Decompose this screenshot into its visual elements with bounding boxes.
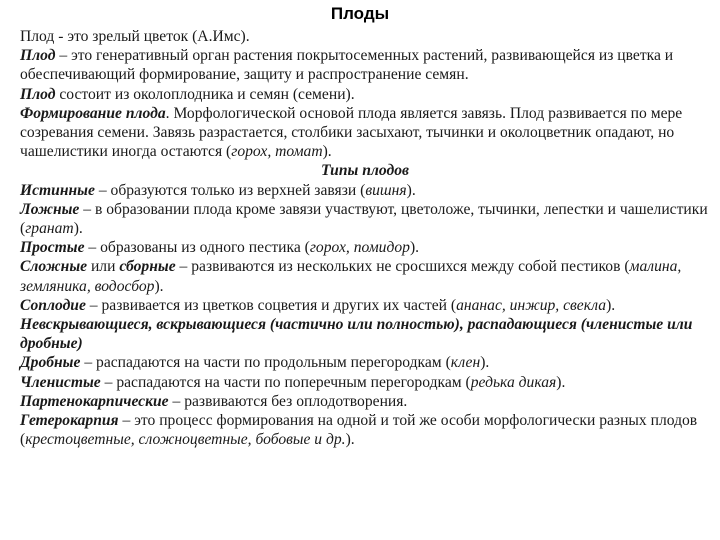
type-schizocarp	[20, 353, 710, 372]
lomen-example: редька дикая	[470, 373, 557, 391]
definition-text: Плод - это зрелый цветок (А.Имс).	[20, 28, 250, 45]
type-complex	[20, 257, 710, 295]
type-false	[20, 200, 710, 238]
formation-example: горох, томат	[231, 143, 323, 161]
formation-end: ).	[322, 143, 332, 161]
formation-text: . Морфологической основой плода является завязь. Плод развивается по мере созревания семени. Завязь разрастается, столбики засыхают, тычинки и околоцветник опадают, но чашелистики иногда остаются (	[20, 104, 683, 161]
infr-text: – развивается из цветков соцветия и других их частей (	[85, 296, 457, 314]
definition-line-1	[20, 27, 710, 46]
term-simple: Простые	[20, 239, 85, 257]
type-simple	[20, 238, 710, 257]
schizo-example: клен	[450, 354, 481, 372]
slide-title: Плоды	[330, 4, 390, 23]
true-end: ).	[406, 181, 416, 199]
term-fruit: Плод	[20, 47, 56, 65]
term-fruit-structure: Плод	[20, 85, 56, 103]
term-heterocarpy: Гетерокарпия	[20, 412, 119, 430]
formation-paragraph	[20, 104, 710, 162]
lomen-text: – распадаются на части по поперечным перегородкам (	[100, 373, 471, 391]
term-complex: Сложные	[20, 258, 88, 276]
term-schizocarp: Дробные	[20, 354, 81, 372]
type-heterocarpy	[20, 411, 710, 449]
term-parthenocarpic: Партенокарпические	[20, 392, 169, 410]
definition-text-2: – это генеративный орган растения покрытосеменных растений, развивающейся из цветка и обеспечивающий формирование, защиту и распространение семян.	[20, 47, 674, 84]
term-formation: Формирование плода	[20, 104, 166, 122]
type-lomentum	[20, 373, 710, 392]
simple-text: – образованы из одного пестика (	[84, 239, 310, 257]
complex-end: ).	[154, 277, 164, 295]
false-end: ).	[73, 220, 83, 238]
type-parthenocarpic	[20, 392, 710, 411]
type-dehiscence: Невскрывающиеся, вскрывающиеся (частично или полностью), распадающиеся (членистые или дробные)	[20, 316, 693, 353]
complex-or: или	[87, 258, 120, 276]
infr-end: ).	[606, 296, 616, 314]
slide-body	[20, 27, 710, 449]
type-infructescence	[20, 296, 710, 315]
lomen-end: ).	[556, 373, 566, 391]
types-subtitle: Типы плодов	[321, 162, 409, 180]
simple-example: горох, помидор	[309, 239, 410, 257]
false-text: – в образовании плода кроме завязи участвуют, цветоложе, тычинки, лепестки и чашелистики (	[20, 200, 708, 238]
true-example: вишня	[365, 181, 407, 199]
false-example: гранат	[25, 220, 74, 238]
complex-example: малина, земляника, водосбор	[20, 258, 682, 295]
hetero-example: крестоцветные, сложноцветные, бобовые и др.	[25, 431, 346, 449]
structure-text: состоит из околоплодника и семян (семени).	[55, 85, 355, 103]
hetero-end: ).	[345, 431, 355, 449]
true-text: – образуются только из верхней завязи (	[94, 181, 366, 199]
type-true	[20, 181, 710, 200]
term-lomentum: Членистые	[20, 373, 101, 391]
schizo-end: ).	[480, 354, 490, 372]
complex-text: – развиваются из нескольких не сросшихся между собой пестиков (	[175, 258, 630, 276]
structure-line	[20, 85, 710, 104]
hetero-text: – это процесс формирования на одной и той же особи морфологически разных плодов (	[20, 412, 698, 449]
definition-line-2	[20, 46, 710, 84]
term-false: Ложные	[20, 200, 80, 218]
term-infructescence: Соплодие	[20, 296, 86, 314]
term-true: Истинные	[20, 181, 95, 199]
schizo-text: – распадаются на части по продольным перегородкам (	[80, 354, 451, 372]
infr-example: ананас, инжир, свекла	[456, 296, 607, 314]
parth-text: – развиваются без оплодотворения.	[168, 392, 408, 410]
term-aggregate: сборные	[119, 258, 176, 276]
simple-end: ).	[409, 239, 420, 257]
